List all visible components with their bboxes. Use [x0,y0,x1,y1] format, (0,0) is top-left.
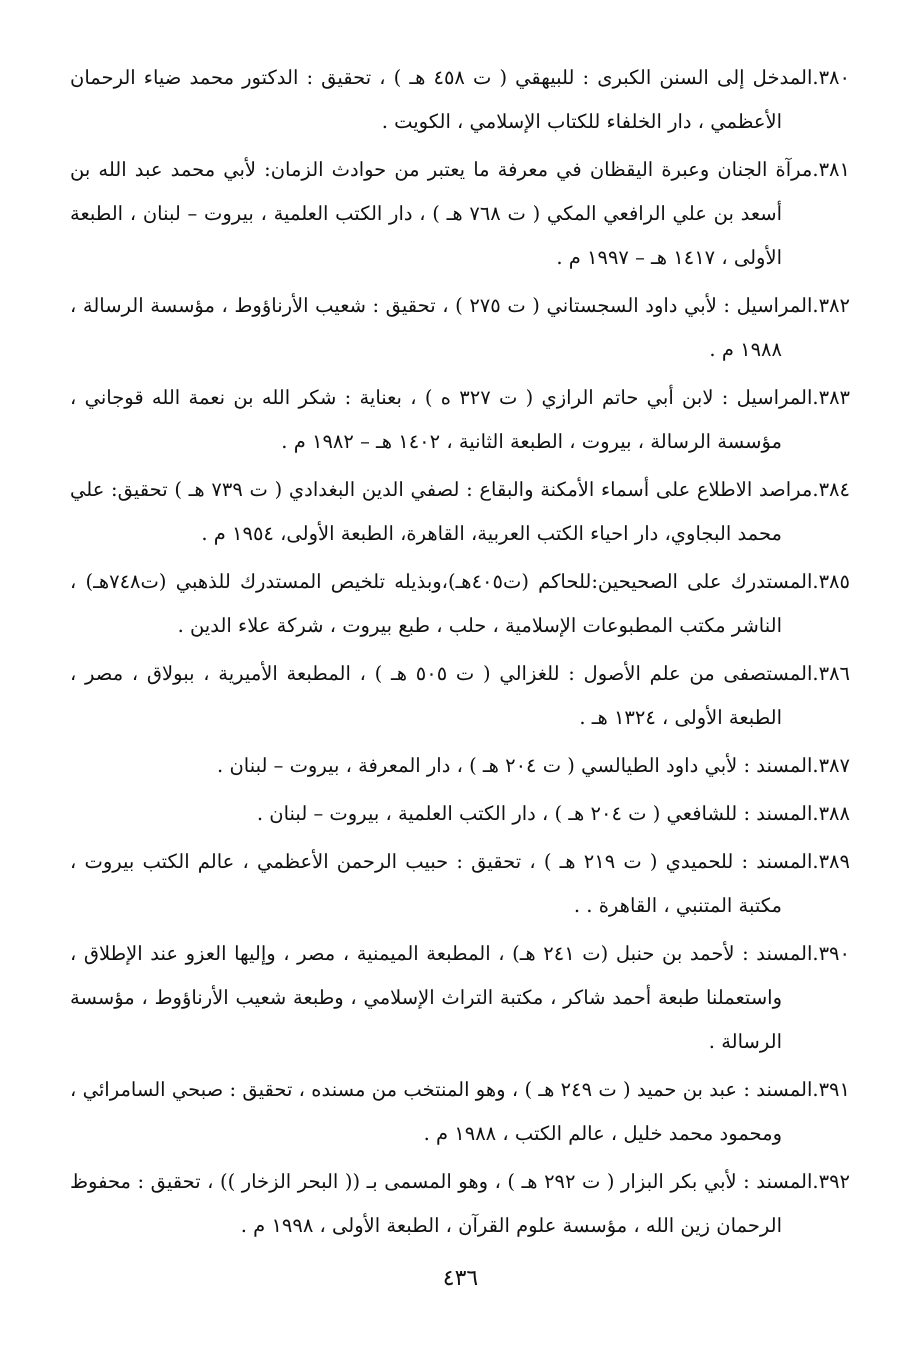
entry-text: المسند : للحميدي ( ت ٢١٩ هـ ) ، تحقيق : حبيب الرحمن الأعظمي ، عالم الكتب بيروت ، مكتبة المتنبي ، القاهرة . . [70,850,813,917]
entry-text: المسند : عبد بن حميد ( ت ٢٤٩ هـ ) ، وهو المنتخب من مسنده ، تحقيق : صبحي السامرائي ، ومحمود محمد خليل ، عالم الكتب ، ١٩٨٨ م . [70,1078,813,1145]
entry-text: المستدرك على الصحيحين:للحاكم (ت٤٠٥هـ)،وبذيله تلخيص المستدرك للذهبي (ت٧٤٨هـ) ، الناشر مكتب المطبوعات الإسلامية ، حلب ، طبع بيروت ، شركة علاء الدين . [70,570,813,637]
entry-text: مرآة الجنان وعبرة اليقظان في معرفة ما يعتبر من حوادث الزمان: لأبي محمد عبد الله بن أسعد بن علي الرافعي المكي ( ت ٧٦٨ هـ ) ، دار الكتب العلمية ، بيروت – لبنان ، الطبعة الأولى ، ١٤١٧ هـ – ١٩٩٧ م . [70,158,813,269]
entry-number: ٣٩١. [812,1078,850,1101]
entry-number: ٣٨٢. [812,294,850,317]
page-number: ٤٣٦ [442,1266,479,1291]
entry-text: المسند : لأحمد بن حنبل (ت ٢٤١ هـ) ، المطبعة الميمنية ، مصر ، وإليها العزو عند الإطلاق ، واستعملنا طبعة أحمد شاكر ، مكتبة التراث الإسلامي ، وطبعة شعيب الأرناؤوط ، مؤسسة الرسالة . [70,942,813,1053]
entry-text: المراسيل : لأبي داود السجستاني ( ت ٢٧٥ ) ، تحقيق : شعيب الأرناؤوط ، مؤسسة الرسالة ، ١٩٨٨ م . [70,294,813,361]
bibliography-entry [70,932,850,1064]
bibliography-entry [70,792,850,836]
bibliography-entry [70,284,850,372]
bibliography-entry [70,560,850,648]
entry-number: ٣٨٨. [812,802,850,825]
entry-text: المراسيل : لابن أبي حاتم الرازي ( ت ٣٢٧ ه ) ، بعناية : شكر الله بن نعمة الله قوجاني ، مؤسسة الرسالة ، بيروت ، الطبعة الثانية ، ١٤٠٢ هـ – ١٩٨٢ م . [70,386,813,453]
entry-number: ٣٨٠. [812,66,850,89]
bibliography-entry [70,148,850,280]
bibliography-entry [70,468,850,556]
entry-text: المسند : للشافعي ( ت ٢٠٤ هـ ) ، دار الكتب العلمية ، بيروت – لبنان . [256,802,813,825]
entry-number: ٣٩٠. [812,942,850,965]
entry-number: ٣٨٧. [812,754,850,777]
entry-text: المستصفى من علم الأصول : للغزالي ( ت ٥٠٥ هـ ) ، المطبعة الأميرية ، ببولاق ، مصر ، الطبعة الأولى ، ١٣٢٤ هـ . [70,662,813,729]
entry-text: المدخل إلى السنن الكبرى : للبيهقي ( ت ٤٥٨ هـ ) ، تحقيق : الدكتور محمد ضياء الرحمان الأعظمي ، دار الخلفاء للكتاب الإسلامي ، الكويت . [70,66,813,133]
entry-text: المسند : لأبي داود الطيالسي ( ت ٢٠٤ هـ ) ، دار المعرفة ، بيروت – لبنان . [217,754,813,777]
entry-number: ٣٨١. [812,158,850,181]
bibliography-entry [70,1160,850,1248]
bibliography-entry [70,1068,850,1156]
entry-text: المسند : لأبي بكر البزار ( ت ٢٩٢ هـ ) ، وهو المسمى بـ (( البحر الزخار )) ، تحقيق : محفوظ الرحمان زين الله ، مؤسسة علوم القرآن ، الطبعة الأولى ، ١٩٩٨ م . [70,1170,813,1237]
bibliography-entry [70,652,850,740]
entry-number: ٣٨٤. [812,478,850,501]
entry-number: ٣٨٩. [812,850,850,873]
entry-number: ٣٨٦. [812,662,851,685]
bibliography-list [70,56,850,1252]
bibliography-entry [70,744,850,788]
bibliography-entry [70,56,850,144]
entry-number: ٣٨٣. [812,386,851,409]
bibliography-entry [70,840,850,928]
entry-number: ٣٩٢. [812,1170,851,1193]
entry-number: ٣٨٥. [812,570,850,593]
bibliography-entry [70,376,850,464]
entry-text: مراصد الاطلاع على أسماء الأمكنة والبقاع : لصفي الدين البغدادي ( ت ٧٣٩ هـ ) تحقيق: علي محمد البجاوي، دار احياء الكتب العربية، القاهرة، الطبعة الأولى، ١٩٥٤ م . [70,478,813,545]
